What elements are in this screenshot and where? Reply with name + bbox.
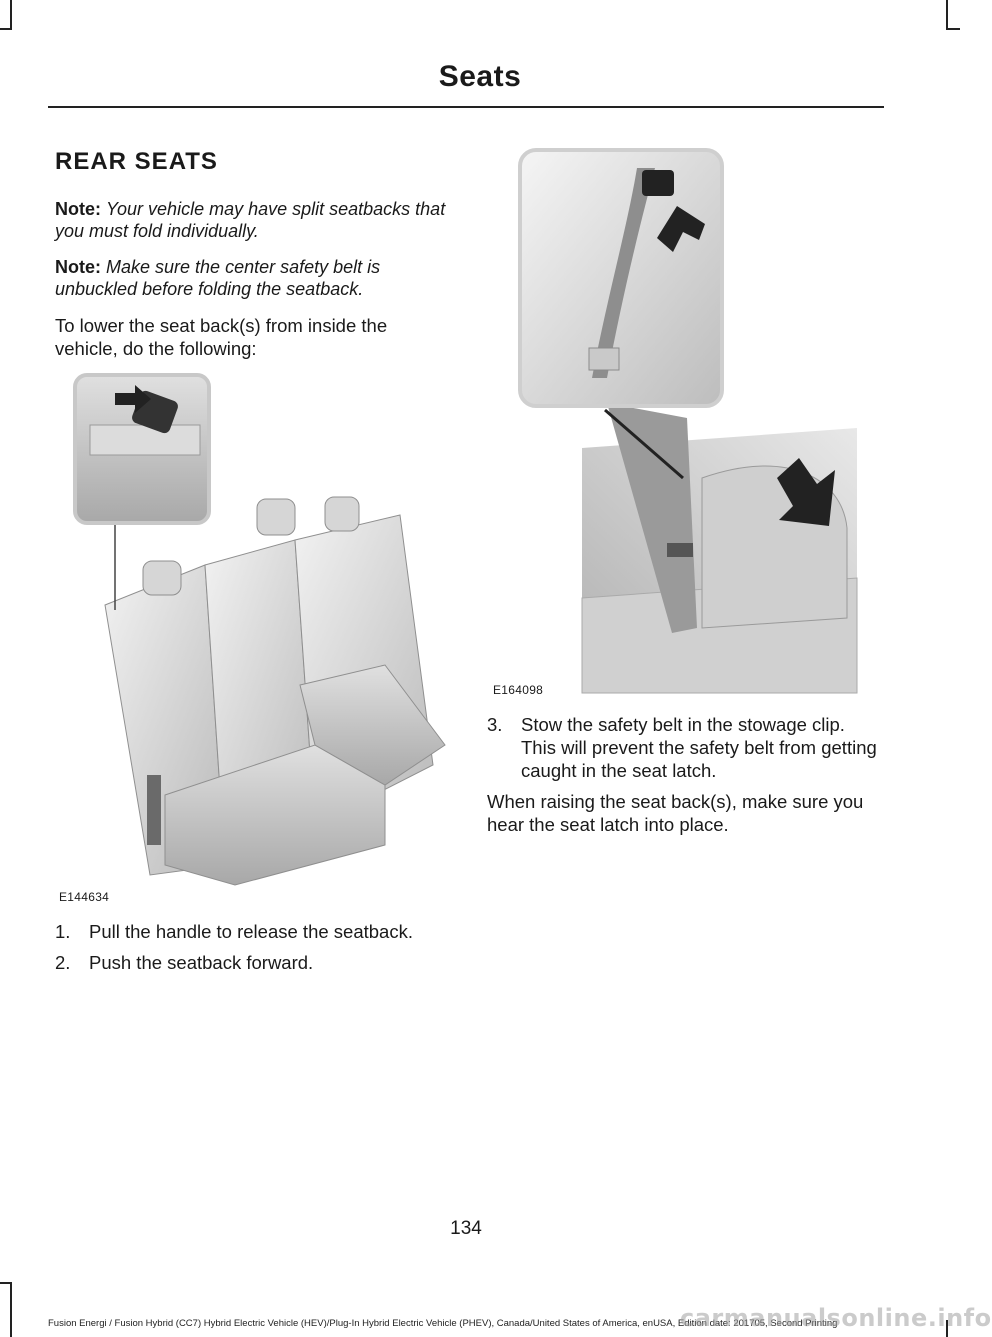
list-item: [487, 713, 882, 782]
note-2: [55, 256, 450, 300]
crop-mark: [10, 0, 12, 30]
crop-mark: [946, 0, 948, 30]
page-title: Seats: [438, 60, 522, 93]
list-item: [55, 920, 455, 943]
figure-code: E164098: [493, 683, 544, 697]
steps-list-right: [487, 713, 882, 782]
step-text: Pull the handle to release the seatback.: [89, 921, 413, 942]
crop-mark: [0, 1282, 12, 1284]
step-text: Push the seatback forward.: [89, 952, 314, 973]
footer: Fusion Energi / Fusion Hybrid (CC7) Hybrid Electric Vehicle (HEV)/Plug-In Hybrid Electric Vehicle (PHEV), Canada/United States of America, enUSA, Edition date: 201705, Second Printing: [48, 1318, 838, 1329]
page-number: 134: [450, 1218, 482, 1239]
crop-mark: [10, 1282, 12, 1337]
intro-paragraph: To lower the seat back(s) from inside the vehicle, do the following:: [55, 315, 388, 359]
figure-code: E144634: [59, 890, 110, 904]
watermark: carmanualsonline.info: [680, 1304, 992, 1332]
list-item: [55, 951, 455, 974]
step-number: 1.: [55, 921, 71, 942]
step-number: 3.: [487, 714, 503, 735]
right-column: [487, 713, 882, 836]
left-column: [55, 148, 450, 360]
note-text: Make sure the center safety belt is unbuckled before folding the seatback.: [55, 257, 381, 299]
crop-mark: [946, 28, 960, 30]
steps-list-left: [55, 920, 455, 982]
safety-belt-stowage-illustration: [487, 148, 882, 698]
section-heading: REAR SEATS: [55, 148, 218, 175]
note-text: Your vehicle may have split seatbacks that you must fold individually.: [55, 199, 446, 241]
safety-belt-figure: [487, 148, 882, 698]
note-1: [55, 198, 450, 242]
header-divider: [48, 106, 884, 108]
step-text: Stow the safety belt in the stowage clip. This will prevent the safety belt from getting caught in the seat latch.: [521, 714, 877, 781]
note-label: Note:: [55, 257, 101, 277]
note-label: Note:: [55, 199, 101, 219]
step-number: 2.: [55, 952, 71, 973]
crop-mark: [0, 28, 12, 30]
rear-seat-figure: [55, 365, 450, 910]
rear-seat-release-illustration: [55, 365, 450, 910]
closing-paragraph: When raising the seat back(s), make sure you hear the seat latch into place.: [487, 791, 864, 835]
